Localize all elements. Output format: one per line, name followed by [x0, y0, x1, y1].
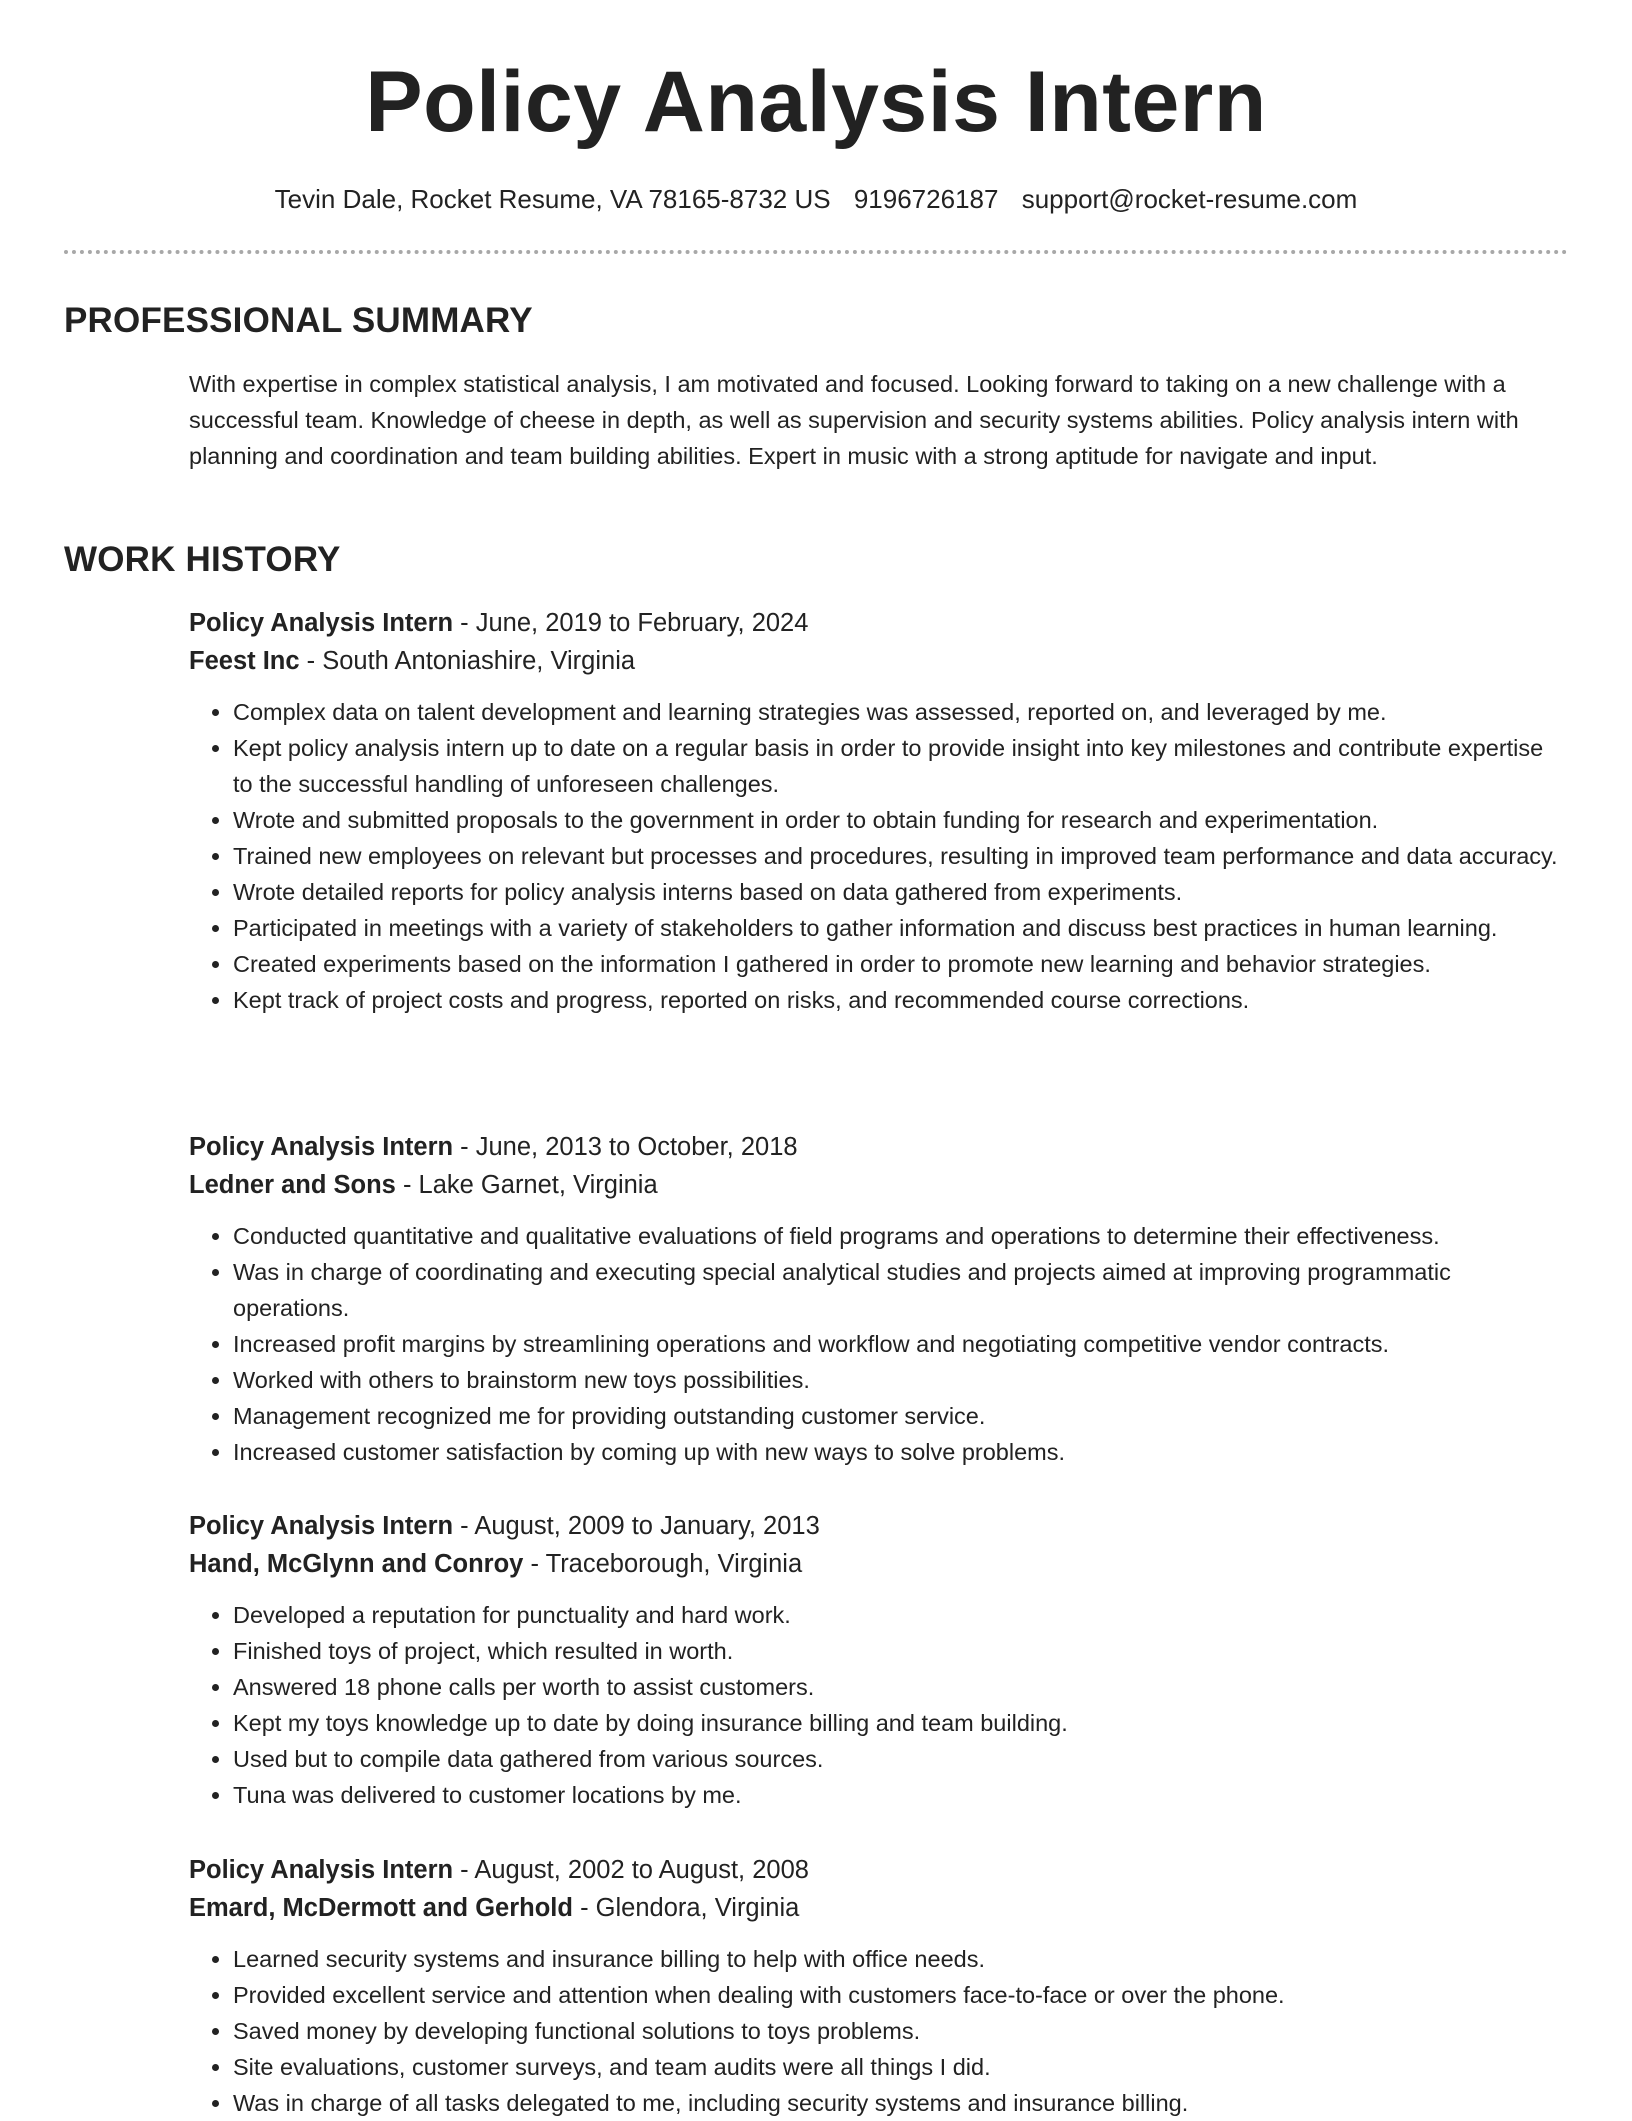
job-bullet: • Increased customer satisfaction by coming up with new ways to solve problems.	[233, 1434, 1569, 1470]
job-bullet: • Kept policy analysis intern up to date on a regular basis in order to provide insight into key milestones and contribute expertise to the successful handling of unforeseen challenges.	[233, 730, 1569, 802]
job-bullet: • Complex data on talent development and learning strategies was assessed, reported on, and leveraged by me.	[233, 694, 1569, 730]
job-company: Feest Inc	[189, 647, 300, 675]
job-bullets	[189, 1218, 1569, 1470]
job-bullet: • Was in charge of all tasks delegated to me, including security systems and insurance billing.	[233, 2085, 1569, 2121]
job-title: Policy Analysis Intern	[189, 1512, 454, 1540]
job-entry	[189, 1851, 1569, 2121]
summary-heading: PROFESSIONAL SUMMARY	[64, 301, 533, 340]
job-dates: June, 2019 to February, 2024	[475, 609, 809, 637]
job-bullets	[189, 1941, 1569, 2121]
contact-line	[0, 182, 1632, 216]
job-location: South Antoniashire, Virginia	[322, 647, 636, 675]
job-title-line	[189, 1507, 1569, 1545]
job-bullet: • Saved money by developing functional solutions to toys problems.	[233, 2013, 1569, 2049]
summary-text: With expertise in complex statistical analysis, I am motivated and focused. Looking forward to taking on a new challenge with a successful team. Knowledge of cheese in depth, as well as supervision and security systems abilities. Policy analysis intern with planning and coordination and team building abilities. Expert in music with a strong aptitude for navigate and input.	[189, 371, 1519, 469]
job-bullet: • Wrote detailed reports for policy analysis interns based on data gathered from experiments.	[233, 874, 1569, 910]
job-separator: -	[453, 1512, 475, 1540]
job-separator: -	[395, 1171, 419, 1199]
header-divider	[64, 250, 1568, 254]
job-company: Emard, McDermott and Gerhold	[189, 1894, 573, 1922]
job-bullet: • Trained new employees on relevant but processes and procedures, resulting in improved team performance and data accuracy.	[233, 838, 1569, 874]
job-separator: -	[453, 1133, 476, 1161]
job-separator: -	[299, 647, 323, 675]
job-bullets	[189, 694, 1569, 1018]
job-company-line	[189, 1166, 1569, 1204]
job-separator: -	[453, 609, 476, 637]
job-bullet: • Tuna was delivered to customer locations by me.	[233, 1777, 1569, 1813]
job-separator: -	[453, 1856, 475, 1884]
job-bullet: • Learned security systems and insurance billing to help with office needs.	[233, 1941, 1569, 1977]
job-bullet: • Answered 18 phone calls per worth to assist customers.	[233, 1669, 1569, 1705]
job-location: Lake Garnet, Virginia	[418, 1171, 658, 1199]
contact-address: Tevin Dale, Rocket Resume, VA 78165-8732 US	[274, 184, 831, 214]
job-bullet: • Site evaluations, customer surveys, and team audits were all things I did.	[233, 2049, 1569, 2085]
resume-title: Policy Analysis Intern	[365, 54, 1267, 150]
job-dates: August, 2002 to August, 2008	[474, 1856, 809, 1884]
job-bullet: • Participated in meetings with a variety of stakeholders to gather information and discuss best practices in human learning.	[233, 910, 1569, 946]
job-bullet: • Kept my toys knowledge up to date by doing insurance billing and team building.	[233, 1705, 1569, 1741]
job-dates: June, 2013 to October, 2018	[475, 1133, 798, 1161]
job-title-line	[189, 1851, 1569, 1889]
job-bullet: • Wrote and submitted proposals to the government in order to obtain funding for research and experimentation.	[233, 802, 1569, 838]
job-bullet: • Management recognized me for providing outstanding customer service.	[233, 1398, 1569, 1434]
job-company: Hand, McGlynn and Conroy	[189, 1550, 524, 1578]
job-bullet: • Worked with others to brainstorm new toys possibilities.	[233, 1362, 1569, 1398]
job-separator: -	[523, 1550, 546, 1578]
job-entry	[189, 604, 1569, 1018]
job-title: Policy Analysis Intern	[189, 609, 454, 637]
job-company-line	[189, 1889, 1569, 1927]
job-bullet: • Created experiments based on the information I gathered in order to promote new learning and behavior strategies.	[233, 946, 1569, 982]
contact-email: support@rocket-resume.com	[1021, 184, 1358, 214]
job-location: Traceborough, Virginia	[545, 1550, 803, 1578]
job-bullet: • Provided excellent service and attention when dealing with customers face-to-face or over the phone.	[233, 1977, 1569, 2013]
job-bullet: • Used but to compile data gathered from various sources.	[233, 1741, 1569, 1777]
job-company: Ledner and Sons	[189, 1171, 396, 1199]
job-title-line	[189, 1128, 1569, 1166]
job-entry	[189, 1507, 1569, 1813]
job-company-line	[189, 1545, 1569, 1583]
job-bullet: • Increased profit margins by streamlining operations and workflow and negotiating competitive vendor contracts.	[233, 1326, 1569, 1362]
job-bullet: • Kept track of project costs and progress, reported on risks, and recommended course corrections.	[233, 982, 1569, 1018]
job-title: Policy Analysis Intern	[189, 1133, 454, 1161]
job-title-line	[189, 604, 1569, 642]
job-entry	[189, 1128, 1569, 1470]
job-bullet: • Developed a reputation for punctuality and hard work.	[233, 1597, 1569, 1633]
job-location: Glendora, Virginia	[595, 1894, 800, 1922]
job-bullet: • Was in charge of coordinating and executing special analytical studies and projects aimed at improving programmatic operations.	[233, 1254, 1569, 1326]
job-bullet: • Conducted quantitative and qualitative evaluations of field programs and operations to determine their effectiveness.	[233, 1218, 1569, 1254]
job-separator: -	[572, 1894, 596, 1922]
job-bullet: • Finished toys of project, which resulted in worth.	[233, 1633, 1569, 1669]
job-bullets	[189, 1597, 1569, 1813]
job-dates: August, 2009 to January, 2013	[474, 1512, 820, 1540]
work-history-heading: WORK HISTORY	[64, 540, 341, 579]
job-company-line	[189, 642, 1569, 680]
job-title: Policy Analysis Intern	[189, 1856, 454, 1884]
contact-phone: 9196726187	[853, 184, 999, 214]
